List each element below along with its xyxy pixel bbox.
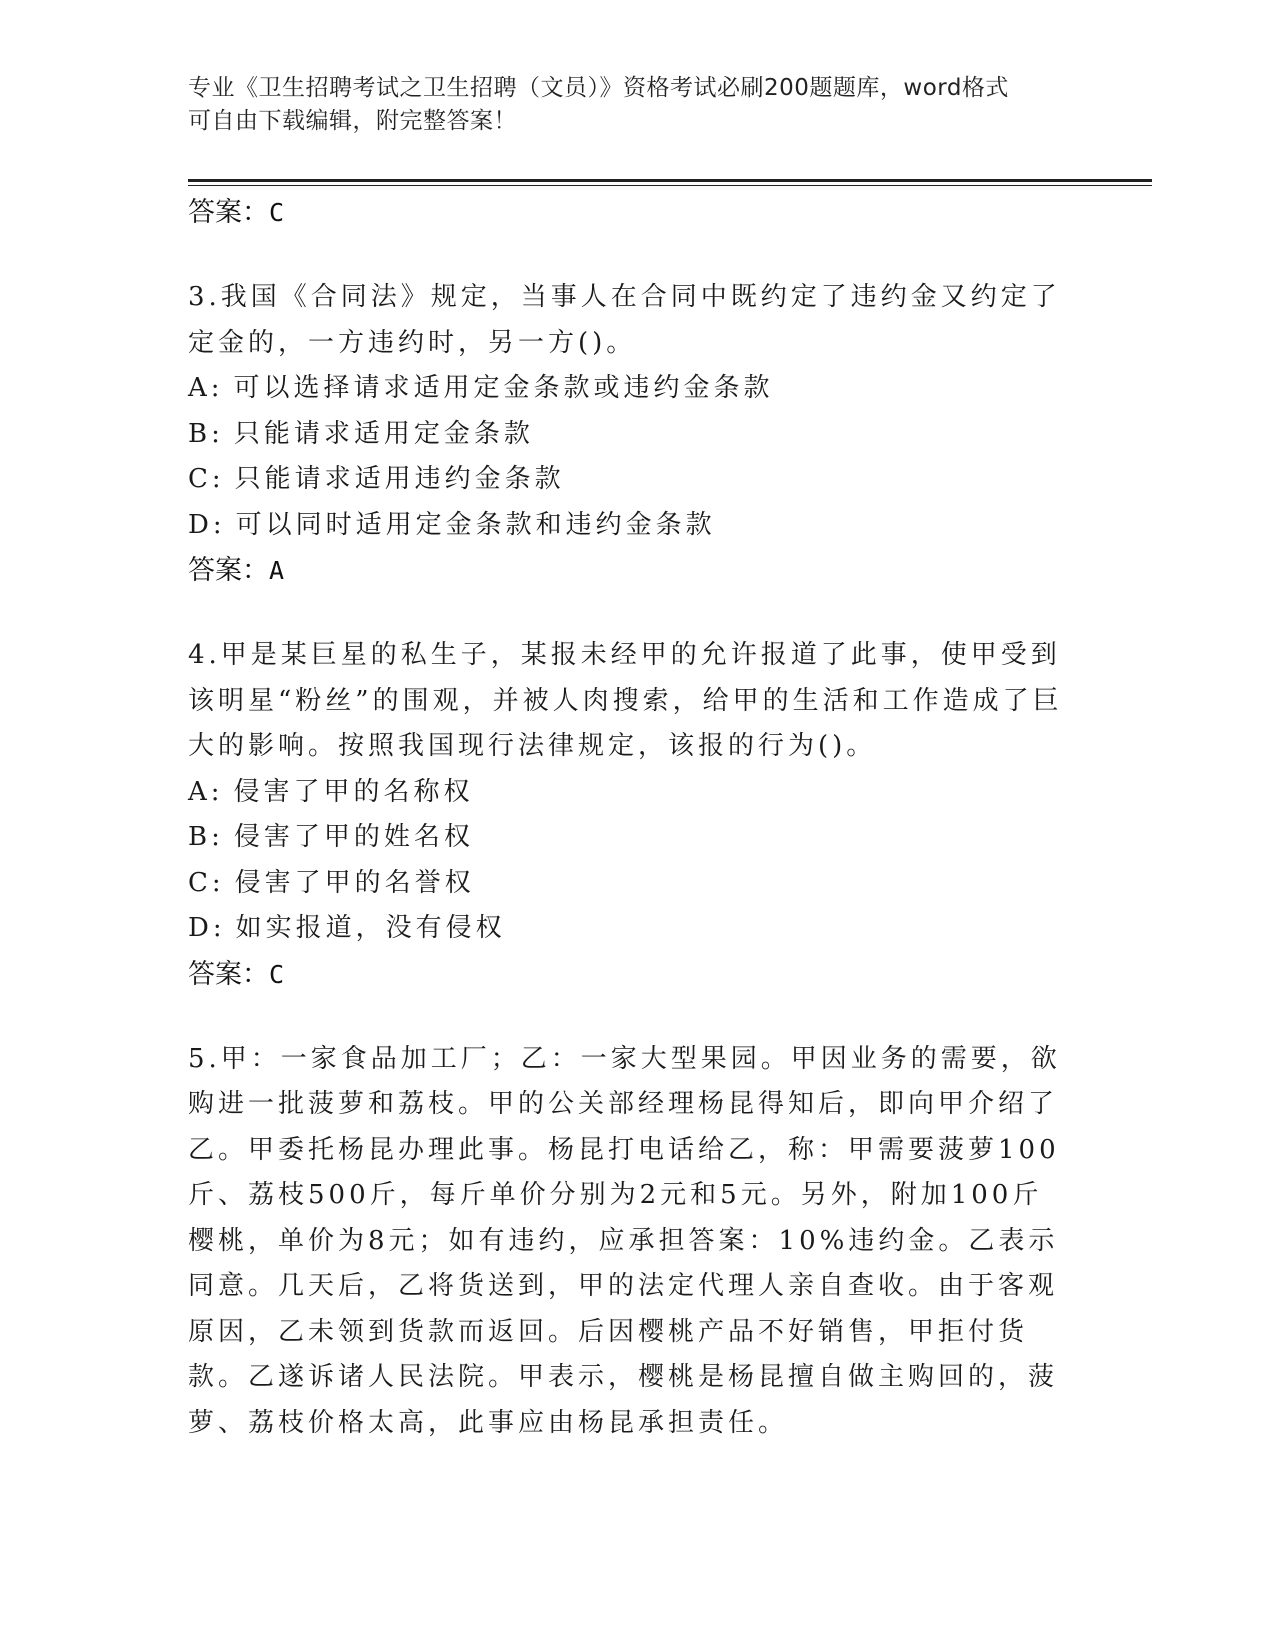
option-key: C: [188,464,225,494]
option-key: B: [188,418,224,449]
question-text: 3.我国《合同法》规定，当事人在合同中既约定了违约金又约定了定金的，一方违约时，另一方()。 [188,282,1061,358]
option-a [188,770,1088,816]
option-text: 可以同时适用定金条款和违约金条款 [235,509,716,540]
option-c [188,457,1088,503]
option-key: D: [188,509,226,540]
spacer [188,593,1088,633]
spacer [188,997,1088,1037]
option-c [188,861,1088,907]
answer-label: 答案： [188,958,269,990]
option-text: 只能请求适用定金条款 [233,418,534,449]
option-b [188,815,1088,861]
option-key: A: [188,776,224,807]
option-text: 侵害了甲的名誉权 [234,867,475,898]
option-key: B: [188,822,224,852]
option-b [188,412,1088,458]
option-text: 侵害了甲的名称权 [233,776,474,807]
answer-value: C [269,198,285,227]
answer-line [188,190,1088,235]
option-d [188,906,1088,952]
document-body [188,190,1088,1446]
question-text: 4.甲是某巨星的私生子，某报未经甲的允许报道了此事，使甲受到该明星“粉丝”的围观，并被人肉搜索，给甲的生活和工作造成了巨大的影响。按照我国现行法律规定，该报的行为()。 [188,640,1063,761]
answer-value: A [269,556,285,585]
option-text: 侵害了甲的姓名权 [233,822,474,852]
answer-line [188,548,1088,593]
header-line-1: 专业《卫生招聘考试之卫生招聘（文员）》资格考试必刷200题题库，word格式 [188,75,1009,101]
document-header [188,72,1068,138]
option-a [188,366,1088,412]
option-text: 如实报道，没有侵权 [235,913,506,943]
answer-line [188,952,1088,997]
option-key: D: [188,913,226,943]
option-text: 可以选择请求适用定金条款或违约金条款 [233,373,774,403]
option-d [188,503,1088,549]
spacer [188,235,1088,275]
option-key: A: [188,373,224,403]
option-key: C: [188,867,225,898]
header-divider-thick [188,179,1152,182]
answer-label: 答案： [188,197,269,228]
answer-label: 答案： [188,555,269,586]
header-divider-thin [188,185,1152,186]
option-text: 只能请求适用违约金条款 [234,464,565,494]
answer-value: C [269,959,285,989]
question-text: 5.甲：一家食品加工厂；乙：一家大型果园。甲因业务的需要，欲购进一批菠萝和荔枝。甲的公关部经理杨昆得知后，即向甲介绍了乙。甲委托杨昆办理此事。杨昆打电话给乙，称：甲需要菠萝100斤、荔枝500斤，每斤单价分别为2元和5元。另外，附加100斤樱桃，单价为8元；如有违约，应承担答案：10%违约金。乙表示同意。几天后，乙将货送到，甲的法定代理人亲自查收。由于客观原因，乙未领到货款而返回。后因樱桃产品不好销售，甲拒付货款。乙遂诉诸人民法院。甲表示，樱桃是杨昆擅自做主购回的，菠萝、荔枝价格太高，此事应由杨昆承担责任。 [188,1043,1061,1438]
header-line-2: 可自由下载编辑，附完整答案！ [188,108,517,134]
